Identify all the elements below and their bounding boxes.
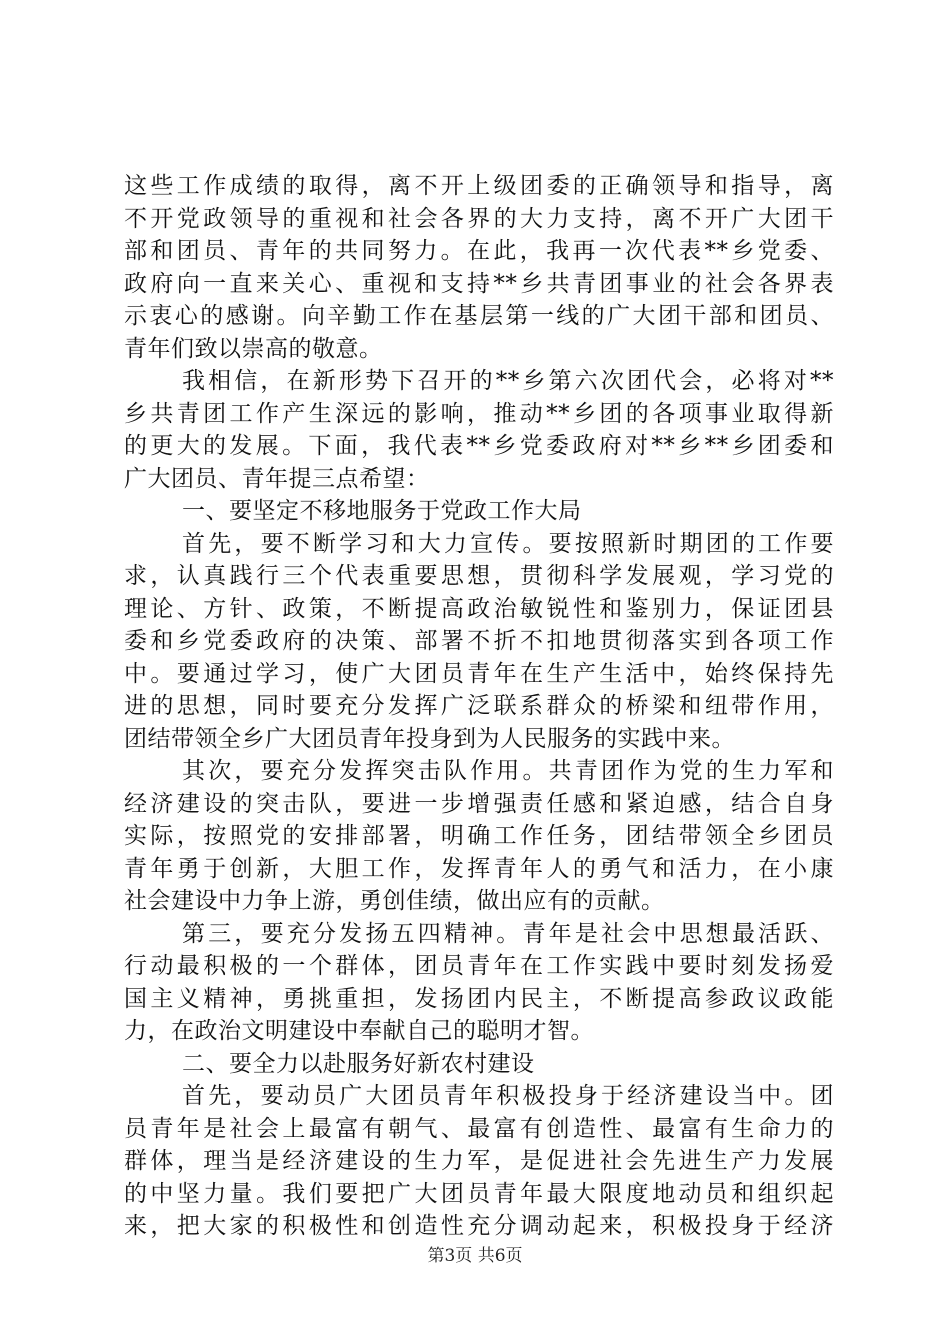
text-line: 青年们致以崇高的敬意。: [124, 335, 383, 362]
text-line: 政府向一直来关心、重视和支持**乡共青团事业的社会各界表: [124, 270, 834, 297]
text-line: 团结带领全乡广大团员青年投身到为人民服务的实践中来。: [124, 725, 735, 752]
text-line: 求，认真践行三个代表重要思想，贯彻科学发展观，学习党的: [124, 563, 834, 589]
text-line: 群体，理当是经济建设的生力军，是促进社会先进生产力发展: [124, 1148, 834, 1174]
text-line: 第三，要充分发扬五四精神。青年是社会中思想最活跃、: [182, 920, 834, 947]
text-line: 一、要坚定不移地服务于党政工作大局: [182, 498, 582, 524]
text-line: 实际，按照党的安排部署，明确工作任务，团结带领全乡团员: [124, 823, 834, 849]
text-line: 我相信，在新形势下召开的**乡第六次团代会，必将对**: [182, 368, 834, 394]
text-line: 的更大的发展。下面，我代表**乡党委政府对**乡**乡团委和: [124, 433, 834, 459]
text-line: 中。要通过学习，使广大团员青年在生产生活中，始终保持先: [124, 660, 834, 687]
text-line: 其次，要充分发挥突击队作用。共青团作为党的生力军和: [182, 758, 834, 784]
text-line: 行动最积极的一个群体，团员青年在工作实践中要时刻发扬爱: [124, 953, 834, 979]
text-line: 首先，要不断学习和大力宣传。要按照新时期团的工作要: [182, 530, 834, 557]
text-line: 部和团员、青年的共同努力。在此，我再一次代表**乡党委、: [124, 238, 834, 264]
text-line: 这些工作成绩的取得，离不开上级团委的正确领导和指导，离: [124, 173, 834, 199]
text-line: 经济建设的突击队，要进一步增强责任感和紧迫感，结合自身: [124, 790, 834, 817]
text-line: 首先，要动员广大团员青年积极投身于经济建设当中。团: [182, 1083, 834, 1109]
text-line: 员青年是社会上最富有朝气、最富有创造性、最富有生命力的: [124, 1115, 834, 1142]
text-line: 二、要全力以赴服务好新农村建设: [182, 1050, 535, 1077]
text-line: 广大团员、青年提三点希望：: [124, 465, 430, 492]
text-line: 来，把大家的积极性和创造性充分调动起来，积极投身于经济: [124, 1213, 834, 1239]
document-body: [124, 170, 834, 1243]
text-line: 力，在政治文明建设中奉献自己的聪明才智。: [124, 1018, 594, 1044]
text-line: 示衷心的感谢。向辛勤工作在基层第一线的广大团干部和团员、: [124, 303, 834, 329]
text-line: 理论、方针、政策，不断提高政治敏锐性和鉴别力，保证团县: [124, 595, 834, 622]
page-footer: 第3页 共6页: [427, 1246, 523, 1266]
text-line: 社会建设中力争上游，勇创佳绩，做出应有的贡献。: [124, 888, 665, 914]
text-line: 委和乡党委政府的决策、部署不折不扣地贯彻落实到各项工作: [124, 628, 834, 654]
text-line: 进的思想，同时要充分发挥广泛联系群众的桥梁和纽带作用，: [124, 693, 834, 719]
text-line: 国主义精神，勇挑重担，发扬团内民主，不断提高参政议政能: [124, 985, 834, 1012]
text-line: 青年勇于创新，大胆工作，发挥青年人的勇气和活力，在小康: [124, 855, 834, 882]
text-line: 乡共青团工作产生深远的影响，推动**乡团的各项事业取得新: [124, 400, 834, 427]
text-line: 的中坚力量。我们要把广大团员青年最大限度地动员和组织起: [124, 1180, 834, 1207]
text-line: 不开党政领导的重视和社会各界的大力支持，离不开广大团干: [124, 205, 834, 232]
